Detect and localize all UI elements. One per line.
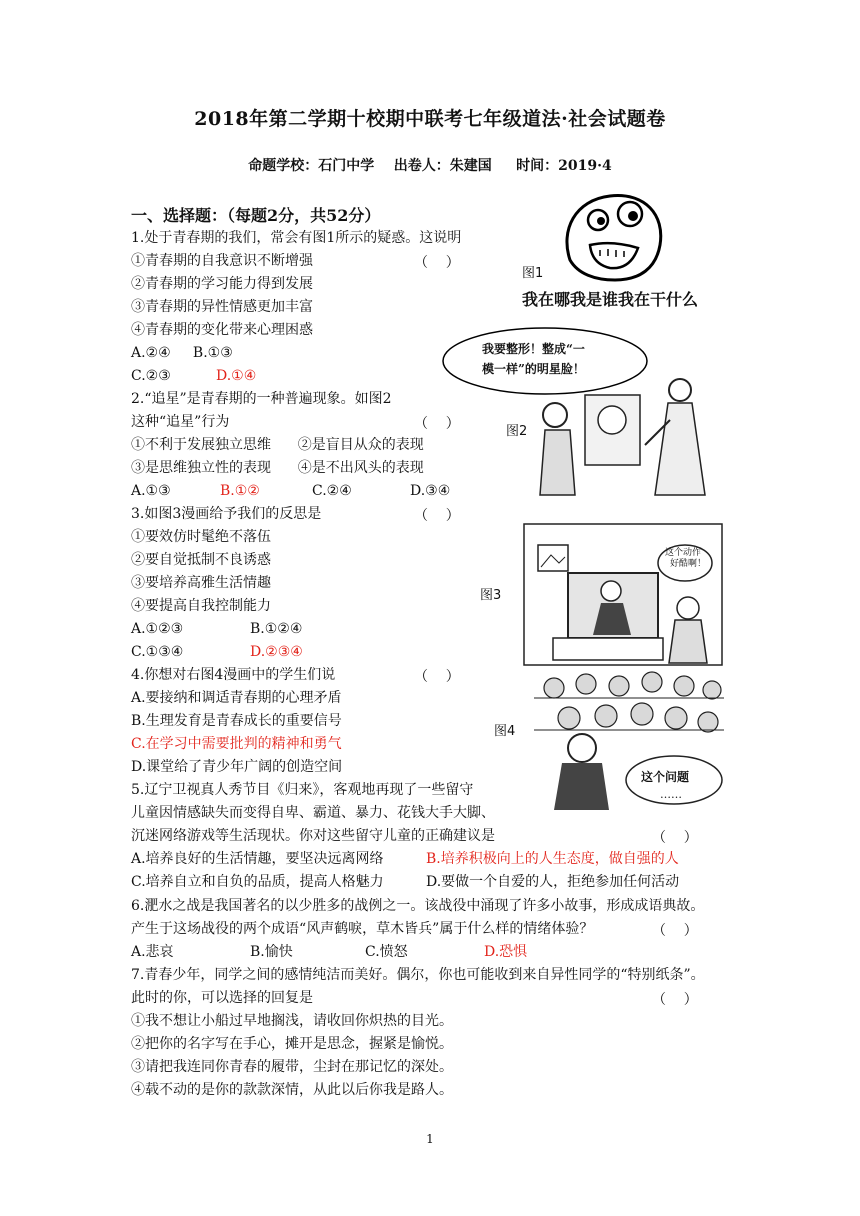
answer-paren: （ ） xyxy=(414,669,460,685)
q3-option-2: ②要自觉抵制不良诱惑 xyxy=(131,552,271,568)
answer-paren: （ ） xyxy=(414,508,460,524)
q2-options-1-2: ①不利于发展独立思维 ②是盲目从众的表现 xyxy=(131,437,424,453)
answer-paren: （ ） xyxy=(652,992,698,1008)
q1-choice-ab: A.②④ B.①③ xyxy=(131,345,233,361)
question-3-stem: 3.如图3漫画给予我们的反思是 xyxy=(131,506,322,522)
answer-paren: （ ） xyxy=(652,923,698,939)
q3-choice-a: A.①②③ xyxy=(131,621,184,637)
q6-choice-c: C.愤怒 xyxy=(365,944,408,960)
answer-paren: （ ） xyxy=(414,255,460,271)
q5-choice-b-answer: B.培养积极向上的人生态度，做自强的人 xyxy=(426,851,679,867)
q5-choice-d: D.要做一个自爱的人，拒绝参加任何活动 xyxy=(426,874,680,890)
q7-option-4: ④载不动的是你的款款深情，从此以后你我是路人。 xyxy=(131,1082,453,1098)
q6-choice-b: B.愉快 xyxy=(250,944,293,960)
question-7-stem-1: 7.青春少年，同学之间的感情纯洁而美好。偶尔，你也可能收到来自异性同学的“特别纸条”。 xyxy=(131,967,705,983)
q1-option-2: ②青春期的学习能力得到发展 xyxy=(131,276,313,292)
q7-option-2: ②把你的名字写在手心，摊开是思念，握紧是愉悦。 xyxy=(131,1036,453,1052)
q4-choice-c-answer: C.在学习中需要批判的精神和勇气 xyxy=(131,736,342,752)
figure-4-bubble-dots: …… xyxy=(660,788,682,801)
q2-choice-b-answer: B.①② xyxy=(220,483,260,499)
q1-choice-d-answer: D.①④ xyxy=(216,368,257,384)
question-4-stem: 4.你想对右图4漫画中的学生们说 xyxy=(131,667,336,683)
figure-3-bubble-line-1: 这个动作 xyxy=(665,548,702,558)
figure-3-bubble-line-2: 好酷啊！ xyxy=(670,559,707,569)
q5-choice-a: A.培养良好的生活情趣，要坚决远离网络 xyxy=(131,851,384,867)
question-7-stem-2: 此时的你，可以选择的回复是 xyxy=(131,990,313,1006)
answer-paren: （ ） xyxy=(652,830,698,846)
exam-meta: 命题学校：石门中学 出卷人：朱建国 时间：2019·4 xyxy=(248,158,612,174)
page-title: 2018年第二学期十校期中联考七年级道法·社会试题卷 xyxy=(194,108,666,130)
question-5-stem-2: 儿童因情感缺失而变得自卑、霸道、暴力、花钱大手大脚、 xyxy=(131,805,495,821)
figure-1-label: 图1 xyxy=(522,266,544,281)
q2-choice-d: D.③④ xyxy=(410,483,451,499)
figure-4-bubble-text: 这个问题 xyxy=(641,770,690,784)
q4-choice-d: D.课堂给了青少年广阔的创造空间 xyxy=(131,759,343,775)
q3-choice-b: B.①②④ xyxy=(250,621,303,637)
q3-option-1: ①要效仿时髦绝不落伍 xyxy=(131,529,271,545)
question-1-stem: 1.处于青春期的我们，常会有图1所示的疑惑。这说明 xyxy=(131,230,462,246)
question-6-stem-1: 6.淝水之战是我国著名的以少胜多的战例之一。该战役中涌现了许多小故事，形成成语典故。 xyxy=(131,898,705,914)
question-6-stem-2: 产生于这场战役的两个成语“风声鹤唳，草木皆兵”属于什么样的情绪体验？ xyxy=(131,921,594,937)
q6-choice-a: A.悲哀 xyxy=(131,944,174,960)
q4-choice-a: A.要接纳和调适青春期的心理矛盾 xyxy=(131,690,342,706)
figure-2-cartoon xyxy=(530,375,720,503)
q1-option-3: ③青春期的异性情感更加丰富 xyxy=(131,299,313,315)
q2-options-3-4: ③是思维独立性的表现 ④是不出风头的表现 xyxy=(131,460,424,476)
figure-2-bubble-line-2: 模一样”的明星脸！ xyxy=(482,362,585,376)
question-5-stem-3: 沉迷网络游戏等生活现状。你对这些留守儿童的正确建议是 xyxy=(131,828,495,844)
q3-option-4: ④要提高自我控制能力 xyxy=(131,598,271,614)
q3-option-3: ③要培养高雅生活情趣 xyxy=(131,575,271,591)
q1-choice-c: C.②③ xyxy=(131,368,171,384)
q3-choice-c: C.①③④ xyxy=(131,644,184,660)
question-2-stem-2: 这种“追星”行为 xyxy=(131,414,230,430)
q7-option-3: ③请把我连同你青春的履带，尘封在那记忆的深处。 xyxy=(131,1059,453,1075)
q1-option-4: ④青春期的变化带来心理困惑 xyxy=(131,322,313,338)
question-5-stem-1: 5.辽宁卫视真人秀节目《归来》，客观地再现了一些留守 xyxy=(131,782,474,798)
figure-4-cartoon xyxy=(524,668,729,810)
figure-1-meme-face xyxy=(560,190,670,282)
q4-choice-b: B.生理发育是青春成长的重要信号 xyxy=(131,713,342,729)
q3-choice-d-answer: D.②③④ xyxy=(250,644,303,660)
figure-1-caption: 我在哪我是谁我在干什么 xyxy=(522,290,699,309)
q2-choice-a: A.①③ xyxy=(131,483,171,499)
figure-4-label: 图4 xyxy=(494,724,516,739)
q1-option-1: ①青春期的自我意识不断增强 xyxy=(131,253,313,269)
figure-2-bubble-line-1: 我要整形！整成“一 xyxy=(482,342,585,356)
q6-choice-d-answer: D.恐惧 xyxy=(484,944,528,960)
page-number: 1 xyxy=(426,1132,434,1146)
section-heading: 一、选择题：（每题2分，共52分） xyxy=(131,206,381,225)
figure-3-label: 图3 xyxy=(480,588,502,603)
q7-option-1: ①我不想让小船过早地搁浅，请收回你炽热的目光。 xyxy=(131,1013,453,1029)
figure-2-label: 图2 xyxy=(506,424,528,439)
figure-3-cartoon xyxy=(523,523,723,666)
question-2-stem: 2.“追星”是青春期的一种普遍现象。如图2 xyxy=(131,391,392,407)
q2-choice-c: C.②④ xyxy=(312,483,352,499)
q5-choice-c: C.培养自立和自负的品质，提高人格魅力 xyxy=(131,874,384,890)
answer-paren: （ ） xyxy=(414,416,460,432)
